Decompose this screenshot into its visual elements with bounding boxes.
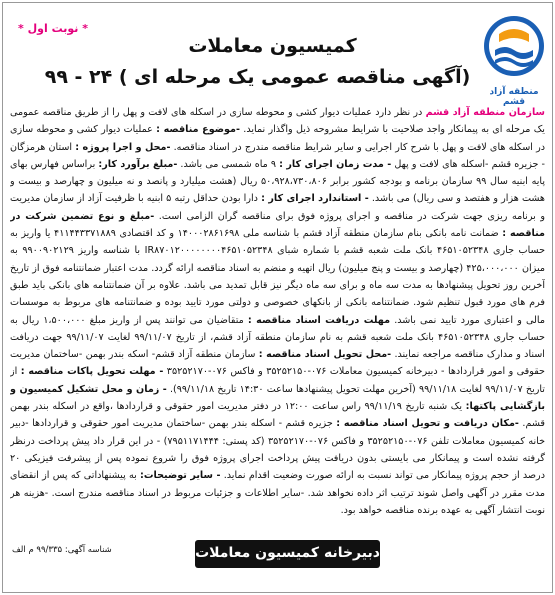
notes-text: به پیشنهاداتی که پس از انقضای مدت مقرر در آگهی واصل شوند ترتیب اثر داده نخواهد شد. -سایر اطلاعات و جزئیات مربوط در اسناد مناقصه مندرج است. -هزینه هر نوبت انتشار آگهی به عهده برنده مناقصه خواهد بود. [10,470,545,516]
notice-body [10,104,545,536]
base-price-label: -مبلغ برآورد کار: [98,158,178,170]
doc-delivery-text: سازمان منطقه آزاد قشم- اسکه بندر بهمن -ساختمان مدیریت حقوقی و امور قراردادها - دبیرخانه کمیسیون معاملات ۰۷۶-۳۵۲۵۲۱۵۰ و فاکس ۰۷۶-۳۵۲۵۲۱۷۰ [10,349,545,378]
eligibility-text: دارا بودن حداقل رتبه ۵ ابنیه با ظرفیت آزاد از سازمان مدیریت و برنامه ریزی جهت شرکت در مناقصه و اجرای پروژه فوق برای مناقصه گران الزامی است. [10,193,545,222]
guarantee-label: -مبلغ و نوع تضمین شرکت در مناقصه : [10,210,545,240]
signature-text: دبیرخانه کمیسیون معاملات [195,545,380,561]
base-price-text: براساس فهارس بهای پایه ابنیه سال ۹۹ سازمان برنامه و بودجه کشور برابر ۵۰،۹۲۸،۷۳۰،۸۰۶ ریال (هشت میلیارد و پانصد و نه میلیون و چهارصد و بیست و هشت هزار و هفتصد و سی ریال) می باشد. [10,158,545,205]
notice-title: کمیسیون معاملات [188,35,357,57]
opening-label: - زمان و محل تشکیل کمیسیون و بازگشایی پاکتها: [10,383,545,413]
notice-subtitle: (آگهی مناقصه عمومی یک مرحله ای ) ۲۴ - ۹۹ [44,66,471,88]
intro-text: در نظر دارد عملیات دیوار کشی و محوطه سازی در اسکله های لافت و پهل را از طریق مناقصه عمومی یک مرحله ای به پیمانکار واجد صلاحیت با شرایط مشروحه ذیل واگذار نماید. [10,107,545,136]
subject-text: عملیات دیوار کشی و محوطه سازی در اسکله های لافت و پهل با شرح کار اجرایی و سایر شرایط مناقصه مندرج در اسناد مناقصه. [10,124,545,153]
qeshm-free-zone-logo [481,8,547,94]
location-label: -محل و اجرا پروژه : [75,141,171,153]
organization-name: سازمان منطقه آزاد قشم [425,107,545,118]
eligibility-label: - استاندارد اجرای کار : [261,193,369,205]
subject-label: -موضوع مناقصه : [156,124,240,136]
doc-fee-label: مهلت دریافت اسناد مناقصه : [247,314,391,326]
guarantee-text: ضمانت نامه بانکی بنام سازمان منطقه آزاد قشم با شناسه ملی ۱۴۰۰۰۲۸۶۱۶۹۸ و کد اقتصادی ۴۱۱۴۴۳۳۷۱۸۸۹ یا واریز به حساب جاری ۴۶۵۱۰۵۲۳۴۸ بانک ملت شعبه قشم با شماره شبای IR۸۷۰۱۲۰۰۰۰۰۰۰۰۴۶۵۱۰۵۲۳۴۸ با شناسه واریز ۹۹۰۰۹۰۲۱۲۹ به میزان ۴۲۵،۰۰۰،۰۰۰ (چهارصد و بیست و پنج میلیون) ریال اتهیه و منضم به اسناد مناقصه ارائه گردد. مدت اعتبار ضمانتنامه فوق از تاریخ آخرین روز تحویل پیشنهادها به مدت سه ماه و برای سه ماه دیگر نیز قابل تمدید می باشد. علاوه بر آن ضمانتنامه های بانکی باید طبق فرم های مورد قبول تنظیم شود. ضمانتنامه بانکی از بانکهای خصوصی و دولتی مورد تایید بوده و ضمانتنامه های مربوط به موسسات مالی و اعتباری مورد تایید نمی باشد. [10,228,545,326]
duration-text: ۹ ماه شمسی می باشد. [180,158,277,170]
location-text: استان هرمزگان - جزیره قشم -اسکله های لافت و پهل [10,141,545,170]
receipt-text: جزیره قشم - اسکله بندر بهمن -ساختمان مدیریت امور حقوقی و قراردادها -دبیر خانه کمیسیون معاملات تلفن ۰۷۶-۳۵۲۵۲۱۵۰ و فاکس ۰۷۶-۳۵۲۵۲۱۷۰ (کد پستی: ۷۹۵۱۱۷۱۴۴۴) - در این قرار داد پیش پرداخت درنظر گرفته نشده است و پیمانکار می بایستی بدون دریافت پیش پرداخت اجرای پروژه فوق را شروع نموده پس از پیشرفت فیزیکی ۲۰ درصد از حجم پروژه پیمانکار می تواند نسبت به ارائه صورت وضعیت اقدام نماید. [10,418,545,482]
opening-text: یک شنبه تاریخ ۹۹/۱۱/۱۹ راس ساعت ۱۲:۰۰ در دفتر مدیریت امور حقوقی و قراردادها ،واقع در اسکله بندر بهمن قشم. [10,401,545,430]
receipt-label: -مکان دریافت و تحویل اسناد مناقصه : [336,418,519,430]
deadline-label: - مهلت تحویل پاکات مناقصه : [20,366,164,378]
turn-badge: * نوبت اول * [18,22,88,35]
logo-caption: منطقه آزاد قشم [489,87,539,107]
duration-label: - مدت زمان اجرای کار : [279,158,392,170]
notes-label: - سایر توضیحات: [140,470,221,482]
deadline-text: از تاریخ ۹۹/۱۱/۰۷ لغایت ۹۹/۱۱/۱۸ (آخرین مهلت تحویل پیشنهادها ساعت ۱۴:۳۰ تاریخ ۹۹/۱۱/۱۸). [10,366,545,395]
signature-bar [195,540,380,568]
doc-fee-text: متقاضیان می توانند پس از واریز مبلغ ۱،۵۰۰،۰۰۰ ریال به حساب جاری ۴۶۵۱۰۵۲۳۴۸ بانک ملت شعبه قشم به نام سازمان منطقه آزاد قشم، از تاریخ ۹۹/۱۱/۰۷ لغایت ۹۹/۱۱/۰۷ جهت دریافت اسناد و مدارک مناقصه مراجعه نمایند. [10,314,545,361]
ad-code: شناسه آگهی: ۹۹/۳۳۵ م الف [12,545,112,555]
doc-delivery-label: -محل تحویل اسناد مناقصه : [258,349,392,361]
